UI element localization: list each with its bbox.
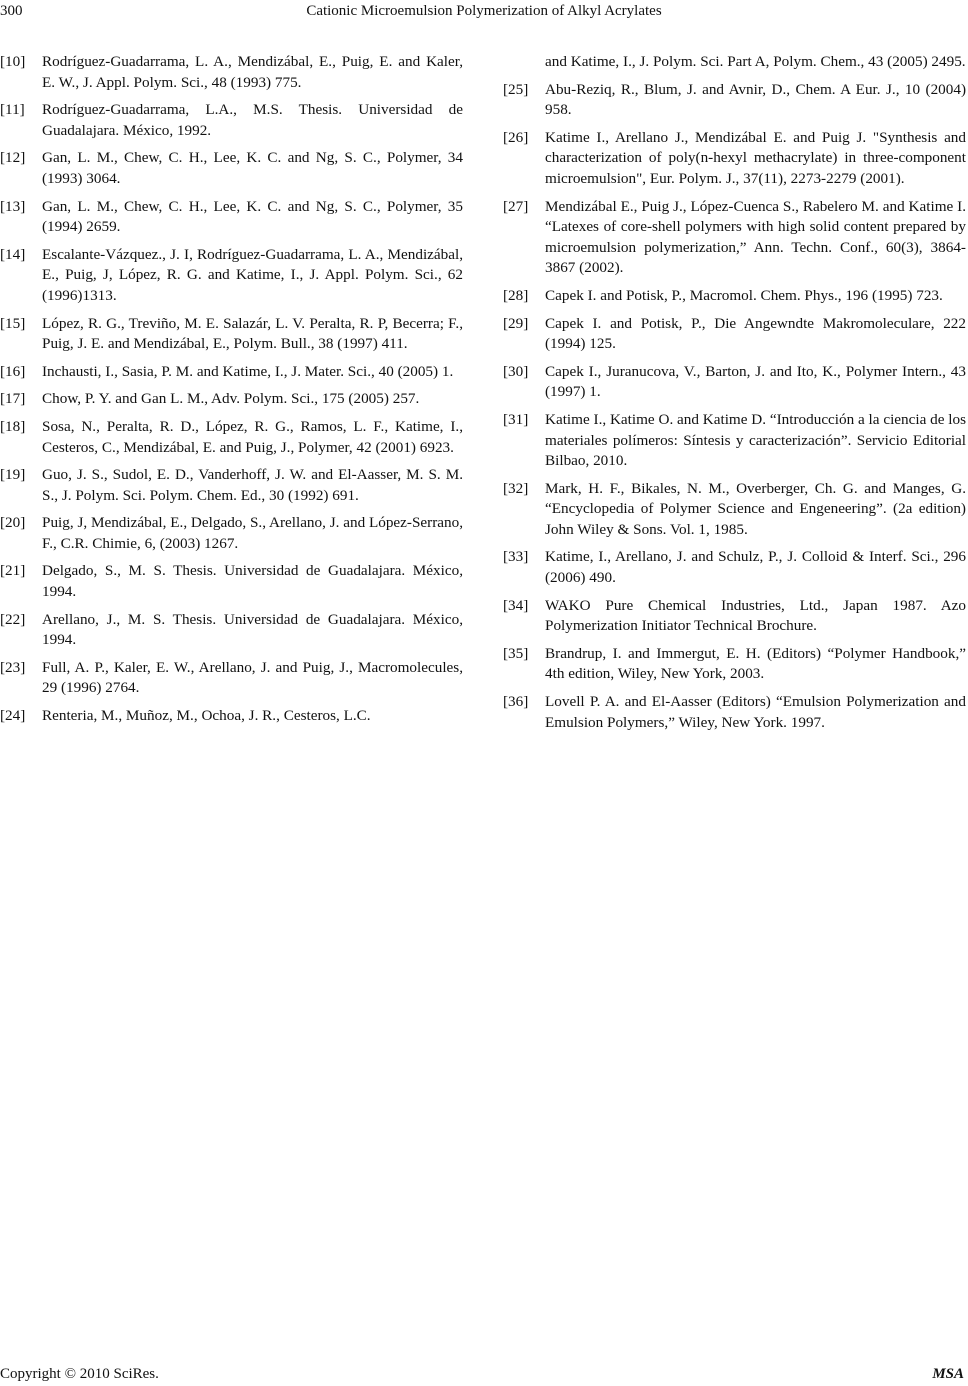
reference-entry (503, 479, 966, 541)
reference-entry (0, 465, 463, 506)
reference-text: Delgado, S., M. S. Thesis. Universidad de Guadalajara. México, 1994. (42, 562, 463, 601)
reference-entry (0, 389, 463, 410)
reference-text: and Katime, I., J. Polym. Sci. Part A, Polym. Chem., 43 (2005) 2495. (545, 53, 966, 70)
reference-entry (503, 362, 966, 403)
reference-text: López, R. G., Treviño, M. E. Salazár, L. V. Peralta, R. P, Becerra; F., Puig, J. E. and Mendizábal, E., Polym. Bull., 38 (1997) 411. (42, 314, 463, 353)
reference-number: [10] (0, 53, 26, 70)
reference-text: Brandrup, I. and Immergut, E. H. (Editors) “Polymer Handbook,” 4th edition, Wiley, New York, 2003. (545, 644, 966, 683)
reference-entry (0, 417, 463, 458)
reference-number: [32] (503, 479, 529, 497)
reference-entry (503, 410, 966, 472)
reference-number: [18] (0, 417, 26, 435)
reference-text: Capek I. and Potisk, P., Macromol. Chem. Phys., 196 (1995) 723. (545, 286, 943, 304)
reference-entry (503, 128, 966, 190)
journal-abbreviation: MSA (932, 1366, 964, 1382)
reference-number: [28] (503, 286, 529, 304)
reference-entry (503, 596, 966, 637)
page-header (0, 0, 968, 24)
reference-number: [14] (0, 245, 26, 263)
reference-entry (0, 706, 463, 727)
reference-number: [29] (503, 314, 529, 332)
reference-text: Mendizábal E., Puig J., López-Cuenca S., Rabelero M. and Katime I. “Latexes of core-shell polymers with high solid content prepared by microemulsion polymerization,” Ann. Techn. Conf., 60(3), 3864-3867 (2002). (545, 197, 966, 277)
reference-number: [34] (503, 596, 529, 614)
reference-entry (503, 547, 966, 588)
reference-number: [17] (0, 390, 26, 408)
reference-text: Guo, J. S., Sudol, E. D., Vanderhoff, J. W. and El-Aasser, M. S. M. S., J. Polym. Sci. Polym. Chem. Ed., 30 (1992) 691. (42, 466, 463, 504)
reference-entry (0, 610, 463, 651)
reference-entry (0, 314, 463, 355)
reference-number: [25] (503, 80, 529, 98)
reference-entry (0, 513, 463, 554)
reference-text: Gan, L. M., Chew, C. H., Lee, K. C. and Ng, S. C., Polymer, 34 (1993) 3064. (42, 149, 463, 187)
reference-entry (503, 692, 966, 733)
reference-entry (503, 80, 966, 121)
reference-text: Katime, I., Arellano, J. and Schulz, P., J. Colloid & Interf. Sci., 296 (2006) 490. (545, 548, 966, 587)
reference-text: Lovell P. A. and El-Aasser (Editors) “Emulsion Polymerization and Emulsion Polymers,” Wiley, New York. 1997. (545, 693, 966, 731)
reference-entry (0, 245, 463, 307)
reference-number: [35] (503, 644, 529, 662)
reference-entry (0, 362, 463, 383)
reference-text: Arellano, J., M. S. Thesis. Universidad de Guadalajara. México, 1994. (42, 610, 463, 649)
reference-text: Chow, P. Y. and Gan L. M., Adv. Polym. Sci., 175 (2005) 257. (42, 390, 420, 408)
page-number: 300 (0, 3, 23, 19)
reference-text: WAKO Pure Chemical Industries, Ltd., Japan 1987. Azo Polymerization Initiator Technical Brochure. (545, 596, 966, 635)
reference-number: [33] (503, 548, 529, 566)
reference-number: [30] (503, 362, 529, 380)
reference-entry (503, 314, 966, 355)
reference-number: [20] (0, 514, 26, 532)
reference-entry (0, 100, 463, 141)
reference-number: [15] (0, 314, 26, 332)
reference-entry (0, 658, 463, 699)
reference-text: Katime I., Arellano J., Mendizábal E. and Puig J. "Synthesis and characterization of poly(n-hexyl methacrylate) in three-component microemulsion", Eur. Polym. J., 37(11), 2273-2279 (2001). (545, 128, 966, 187)
references-left-column (0, 52, 463, 734)
reference-text: Katime I., Katime O. and Katime D. “Introducción a la ciencia de los materiales polímeros: Síntesis y caracterización”. Servicio Editorial Bilbao, 2010. (545, 410, 966, 470)
reference-text: Escalante-Vázquez., J. I, Rodríguez-Guadarrama, L. A., Mendizábal, E., Puig, J, López, R. G. and Katime, I., J. Appl. Polym. Sci., 62 (1996)1313. (42, 245, 463, 304)
reference-entry (0, 52, 463, 93)
reference-number: [21] (0, 562, 26, 580)
reference-number: [24] (0, 707, 26, 725)
reference-number: [13] (0, 197, 26, 215)
reference-text: Capek I. and Potisk, P., Die Angewndte Makromoleculare, 222 (1994) 125. (545, 314, 966, 353)
page-footer (0, 1364, 968, 1384)
reference-text: Mark, H. F., Bikales, N. M., Overberger, Ch. G. and Manges, G. “Encyclopedia of Polymer Science and Engeneering”. (2a edition) John Wiley & Sons. Vol. 1, 1985. (545, 479, 966, 538)
reference-number: [19] (0, 466, 26, 484)
reference-text: Rodríguez-Guadarrama, L. A., Mendizábal, E., Puig, E. and Kaler, E. W., J. Appl. Polym. Sci., 48 (1993) 775. (42, 53, 463, 91)
references-right-column (503, 52, 966, 740)
reference-text: Renteria, M., Muñoz, M., Ochoa, J. R., Cesteros, L.C. (42, 707, 371, 725)
reference-number: [22] (0, 610, 26, 628)
reference-entry (503, 644, 966, 685)
reference-text: Inchausti, I., Sasia, P. M. and Katime, I., J. Mater. Sci., 40 (2005) 1. (42, 362, 454, 380)
reference-text: Sosa, N., Peralta, R. D., López, R. G., Ramos, L. F., Katime, I., Cesteros, C., Mendizábal, E. and Puig, J., Polymer, 42 (2001) 6923. (42, 417, 463, 456)
reference-text: Gan, L. M., Chew, C. H., Lee, K. C. and Ng, S. C., Polymer, 35 (1994) 2659. (42, 197, 463, 236)
reference-text: Abu-Reziq, R., Blum, J. and Avnir, D., Chem. A Eur. J., 10 (2004) 958. (545, 80, 966, 119)
reference-entry (0, 561, 463, 602)
reference-entry (0, 148, 463, 189)
reference-number: [23] (0, 658, 26, 676)
reference-entry (503, 197, 966, 279)
reference-number: [11] (0, 101, 25, 119)
reference-number: [12] (0, 149, 26, 167)
running-title: Cationic Microemulsion Polymerization of Alkyl Acrylates (306, 3, 662, 19)
reference-number: [31] (503, 410, 529, 428)
copyright-notice: Copyright © 2010 SciRes. (0, 1366, 159, 1382)
reference-continuation (503, 52, 966, 73)
reference-text: Rodríguez-Guadarrama, L.A., M.S. Thesis. Universidad de Guadalajara. México, 1992. (42, 101, 463, 139)
reference-text: Capek I., Juranucova, V., Barton, J. and Ito, K., Polymer Intern., 43 (1997) 1. (545, 362, 966, 401)
reference-entry (503, 286, 966, 307)
reference-number: [27] (503, 197, 529, 215)
reference-number: [16] (0, 362, 26, 380)
reference-number: [26] (503, 128, 529, 146)
reference-text: Full, A. P., Kaler, E. W., Arellano, J. and Puig, J., Macromolecules, 29 (1996) 2764. (42, 658, 463, 697)
reference-number: [36] (503, 693, 529, 711)
reference-entry (0, 197, 463, 238)
reference-text: Puig, J, Mendizábal, E., Delgado, S., Arellano, J. and López-Serrano, F., C.R. Chimie, 6, (2003) 1267. (42, 514, 463, 552)
